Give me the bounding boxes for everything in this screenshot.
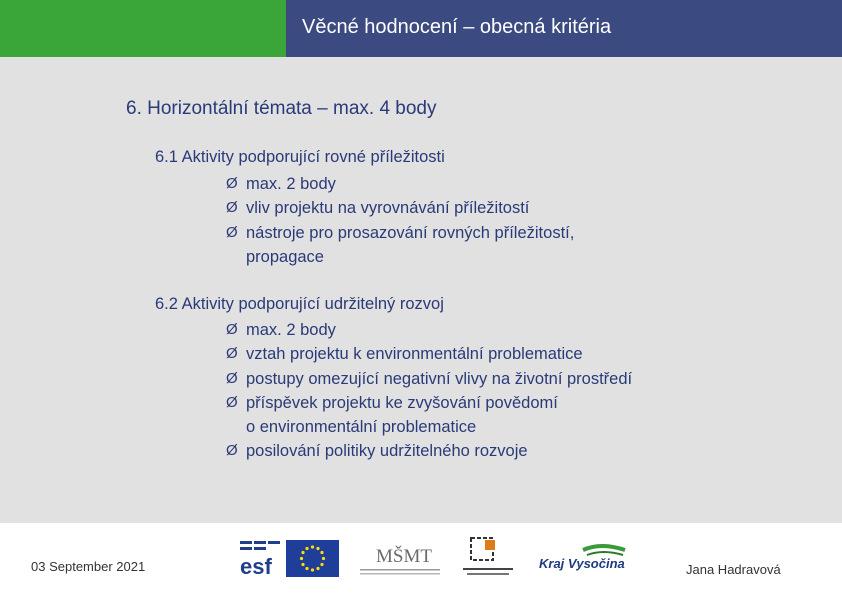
kraj-vysocina-logo bbox=[537, 544, 629, 574]
svg-text:MŠMT: MŠMT bbox=[376, 546, 432, 567]
svg-text:Kraj Vysočina: Kraj Vysočina bbox=[539, 556, 625, 571]
eu-flag-logo bbox=[286, 540, 339, 577]
bullet-item: Ø max. 2 body bbox=[226, 172, 574, 196]
bullet-item-continuation: o environmentální problematice bbox=[246, 418, 477, 437]
bullet-list-6-2 bbox=[226, 318, 632, 464]
arrow-bullet-icon: Ø bbox=[226, 175, 238, 192]
bullet-item: Ø posilování politiky udržitelného rozvoje bbox=[226, 439, 632, 463]
header-bar bbox=[0, 0, 842, 57]
footer-author: Jana Hadravová bbox=[686, 562, 781, 577]
bullet-list-6-1 bbox=[226, 172, 574, 269]
arrow-bullet-icon: Ø bbox=[226, 321, 238, 338]
arrow-bullet-icon: Ø bbox=[226, 442, 238, 460]
bullet-item: Ø nástroje pro prosazování rovných příležitostí, bbox=[226, 221, 574, 245]
subsection-title-6-1: 6.1 Aktivity podporující rovné příležitosti bbox=[155, 148, 445, 166]
bullet-item: Ø postupy omezující negativní vlivy na životní prostředí bbox=[226, 367, 632, 391]
arrow-bullet-icon: Ø bbox=[226, 345, 238, 363]
svg-text:esf: esf bbox=[240, 554, 272, 577]
bullet-item: Ø vliv projektu na vyrovnávání příležitostí bbox=[226, 196, 574, 220]
bullet-item-continuation: propagace bbox=[246, 247, 324, 266]
arrow-bullet-icon: Ø bbox=[226, 223, 238, 241]
slide-title: Věcné hodnocení – obecná kritéria bbox=[302, 16, 612, 38]
arrow-bullet-icon: Ø bbox=[226, 369, 238, 387]
header-green-block bbox=[0, 0, 286, 57]
msmt-logo bbox=[358, 538, 442, 578]
arrow-bullet-icon: Ø bbox=[226, 393, 238, 411]
op-logo bbox=[461, 536, 517, 580]
arrow-bullet-icon: Ø bbox=[226, 199, 238, 217]
section-title: 6. Horizontální témata – max. 4 body bbox=[126, 98, 437, 119]
bullet-item: Ø max. 2 body bbox=[226, 318, 632, 342]
bullet-item: Ø příspěvek projektu ke zvyšování povědomí bbox=[226, 391, 632, 415]
footer-date: 03 September 2021 bbox=[31, 559, 146, 574]
esf-logo bbox=[239, 539, 283, 577]
subsection-title-6-2: 6.2 Aktivity podporující udržitelný rozvoj bbox=[155, 295, 444, 313]
bullet-item: Ø vztah projektu k environmentální problematice bbox=[226, 342, 632, 366]
